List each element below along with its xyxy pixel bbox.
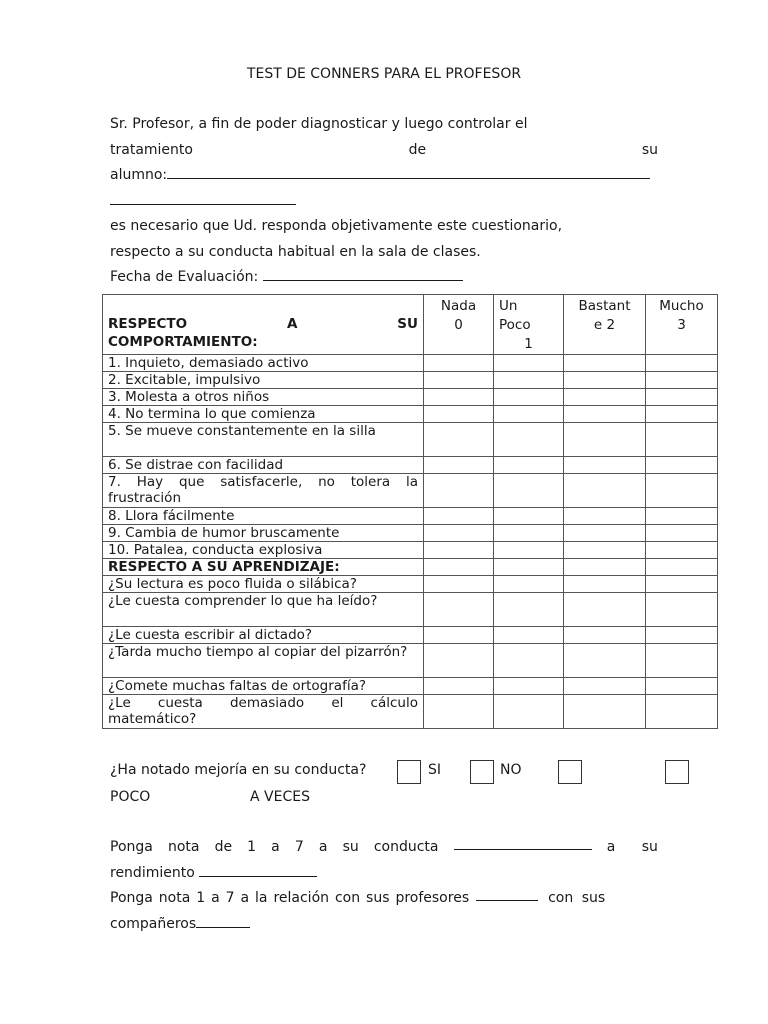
answer-cell[interactable] <box>646 355 718 372</box>
answer-cell[interactable] <box>494 576 564 593</box>
grades-word: a su <box>606 839 658 855</box>
question-row <box>103 355 718 372</box>
column-header-text: Bastant <box>578 298 631 314</box>
answer-cell[interactable] <box>564 695 646 729</box>
column-header-text: 1 <box>524 336 533 352</box>
header-word: SU <box>397 316 418 332</box>
column-header-bastante <box>564 295 646 355</box>
document-title: TEST DE CONNERS PARA EL PROFESOR <box>246 66 522 82</box>
answer-cell[interactable] <box>494 525 564 542</box>
intro-word: tratamiento <box>110 141 193 158</box>
grades-word: conducta <box>373 839 439 855</box>
question-row <box>103 627 718 644</box>
companeros-grade-field[interactable] <box>196 913 250 928</box>
answer-cell[interactable] <box>424 627 494 644</box>
answer-cell <box>564 559 646 576</box>
column-header-text: Un <box>499 298 518 314</box>
answer-cell[interactable] <box>424 457 494 474</box>
grades-word: de <box>214 839 233 855</box>
question-text: ¿Su lectura es poco fluida o silábica? <box>103 576 424 593</box>
column-header-nada <box>424 295 494 355</box>
grades-line-1 <box>110 835 658 861</box>
answer-cell[interactable] <box>564 525 646 542</box>
grades-word: su <box>342 839 359 855</box>
question-text: 4. No termina lo que comienza <box>103 406 424 423</box>
question-row <box>103 593 718 627</box>
student-name-line-2 <box>110 189 658 215</box>
answer-cell[interactable] <box>494 423 564 457</box>
answer-cell[interactable] <box>646 508 718 525</box>
intro-word: de <box>408 141 427 158</box>
answer-cell[interactable] <box>646 474 718 508</box>
answer-cell[interactable] <box>494 457 564 474</box>
grades-word: 1 <box>247 839 257 855</box>
header-word: A <box>286 316 298 332</box>
rendimiento-grade-field[interactable] <box>199 862 317 877</box>
column-header-text: Poco <box>499 317 531 333</box>
grades-word: nota <box>167 839 200 855</box>
student-name-line <box>110 163 658 189</box>
improvement-question: ¿Ha notado mejoría en su conducta? <box>110 762 367 778</box>
answer-cell[interactable] <box>646 389 718 406</box>
answer-cell[interactable] <box>564 627 646 644</box>
question-row <box>103 372 718 389</box>
answer-cell[interactable] <box>494 627 564 644</box>
checkbox-poco[interactable] <box>558 760 582 784</box>
conducta-grade-field[interactable] <box>454 835 592 850</box>
intro-line-4-text: es necesario que Ud. responda objetivamente este cuestionario, <box>110 218 563 234</box>
question-row <box>103 474 718 508</box>
question-text: ¿Le cuesta demasiado el cálculo matemático? <box>103 695 424 729</box>
intro-line-1 <box>110 112 658 138</box>
question-text: ¿Tarda mucho tiempo al copiar del pizarrón? <box>103 644 424 678</box>
question-text: 10. Patalea, conducta explosiva <box>103 542 424 559</box>
answer-cell[interactable] <box>424 474 494 508</box>
intro-word: su <box>641 141 658 158</box>
question-row <box>103 525 718 542</box>
header-word: RESPECTO <box>108 316 188 332</box>
intro-line-4 <box>110 214 658 240</box>
answer-cell[interactable] <box>646 525 718 542</box>
intro-paragraph <box>110 112 658 291</box>
answer-cell[interactable] <box>646 542 718 559</box>
grades-word: Ponga <box>110 839 153 855</box>
column-header-text: 3 <box>677 317 686 333</box>
question-text: 2. Excitable, impulsivo <box>103 372 424 389</box>
answer-cell[interactable] <box>494 678 564 695</box>
answer-cell[interactable] <box>564 644 646 678</box>
answer-cell[interactable] <box>646 627 718 644</box>
question-row <box>103 508 718 525</box>
answer-cell[interactable] <box>646 593 718 627</box>
grades-word: a <box>271 839 280 855</box>
answer-cell <box>494 559 564 576</box>
answer-cell[interactable] <box>424 406 494 423</box>
answer-cell[interactable] <box>424 389 494 406</box>
intro-line-2 <box>110 138 658 164</box>
question-text: 6. Se distrae con facilidad <box>103 457 424 474</box>
option-poco-label: POCO <box>110 789 151 805</box>
grades-line-2 <box>110 861 658 887</box>
answer-cell[interactable] <box>494 508 564 525</box>
answer-cell[interactable] <box>424 525 494 542</box>
column-header-text: Nada <box>440 298 477 314</box>
question-text: 1. Inquieto, demasiado activo <box>103 355 424 372</box>
student-label: alumno: <box>110 167 168 183</box>
answer-cell[interactable] <box>646 678 718 695</box>
answer-cell[interactable] <box>494 406 564 423</box>
behavior-rows <box>103 355 718 559</box>
answer-cell <box>424 559 494 576</box>
answer-cell[interactable] <box>494 644 564 678</box>
companeros-label-start: con sus <box>548 890 606 906</box>
answer-cell[interactable] <box>494 593 564 627</box>
answer-cell[interactable] <box>424 508 494 525</box>
answer-cell[interactable] <box>564 406 646 423</box>
question-row <box>103 423 718 457</box>
student-name-field-continued[interactable] <box>110 190 296 205</box>
grades-word: 7 <box>294 839 304 855</box>
checkbox-no[interactable] <box>470 760 494 784</box>
question-row <box>103 457 718 474</box>
header-row <box>103 295 718 355</box>
question-row <box>103 542 718 559</box>
question-row <box>103 695 718 729</box>
fecha-line <box>110 265 658 291</box>
question-row <box>103 576 718 593</box>
answer-cell[interactable] <box>646 576 718 593</box>
answer-cell[interactable] <box>424 372 494 389</box>
question-text: ¿Le cuesta escribir al dictado? <box>103 627 424 644</box>
intro-line-5 <box>110 240 658 266</box>
header-word: COMPORTAMIENTO: <box>108 334 258 350</box>
question-text: ¿Le cuesta comprender lo que ha leído? <box>103 593 424 627</box>
answer-cell[interactable] <box>494 542 564 559</box>
answer-cell[interactable] <box>646 372 718 389</box>
column-header-un-poco <box>494 295 564 355</box>
answer-cell[interactable] <box>424 576 494 593</box>
checkbox-a-veces[interactable] <box>665 760 689 784</box>
fecha-label: Fecha de Evaluación: <box>110 269 259 285</box>
section2-header: RESPECTO A SU APRENDIZAJE: <box>103 559 424 576</box>
answer-cell[interactable] <box>424 423 494 457</box>
column-header-text: e 2 <box>593 317 616 333</box>
answer-cell <box>646 559 718 576</box>
answer-cell[interactable] <box>494 355 564 372</box>
answer-cell[interactable] <box>646 423 718 457</box>
answer-cell[interactable] <box>424 542 494 559</box>
learning-rows <box>103 576 718 729</box>
question-text: 9. Cambia de humor bruscamente <box>103 525 424 542</box>
answer-cell[interactable] <box>564 474 646 508</box>
answer-cell[interactable] <box>564 508 646 525</box>
answer-cell[interactable] <box>564 372 646 389</box>
companeros-label: compañeros <box>110 915 197 932</box>
question-row <box>103 406 718 423</box>
section1-header <box>103 295 424 355</box>
rendimiento-label: rendimiento <box>110 864 195 881</box>
answer-cell[interactable] <box>424 355 494 372</box>
answer-cell[interactable] <box>564 457 646 474</box>
answer-cell[interactable] <box>564 389 646 406</box>
column-header-text: Mucho <box>659 298 704 314</box>
option-no-label: NO <box>500 762 522 778</box>
grades-line-4 <box>110 912 658 938</box>
answer-cell[interactable] <box>646 695 718 729</box>
answer-cell[interactable] <box>564 576 646 593</box>
profesores-label: Ponga nota 1 a 7 a la relación con sus profesores <box>110 890 470 906</box>
option-si-label: SI <box>428 762 442 778</box>
answer-cell[interactable] <box>494 389 564 406</box>
intro-line-5-text: respecto a su conducta habitual en la sala de clases. <box>110 243 481 260</box>
answer-cell[interactable] <box>646 644 718 678</box>
question-text: 8. Llora fácilmente <box>103 508 424 525</box>
option-a-veces-label: A VECES <box>250 789 310 805</box>
answer-cell[interactable] <box>424 678 494 695</box>
answer-cell[interactable] <box>564 355 646 372</box>
question-row <box>103 644 718 678</box>
answer-cell[interactable] <box>494 372 564 389</box>
intro-line-1-text: Sr. Profesor, a fin de poder diagnosticar y luego controlar el <box>110 116 528 132</box>
fecha-field[interactable] <box>263 266 463 281</box>
answer-cell[interactable] <box>564 593 646 627</box>
checkbox-si[interactable] <box>397 760 421 784</box>
question-text: 5. Se mueve constantemente en la silla <box>103 423 424 457</box>
answer-cell[interactable] <box>646 406 718 423</box>
column-header-mucho <box>646 295 718 355</box>
question-row <box>103 389 718 406</box>
answer-cell[interactable] <box>564 542 646 559</box>
answer-cell[interactable] <box>564 423 646 457</box>
question-text: 7. Hay que satisfacerle, no tolera la frustración <box>103 474 424 508</box>
grades-paragraph <box>110 835 658 937</box>
answer-cell[interactable] <box>424 593 494 627</box>
question-row <box>103 678 718 695</box>
answer-cell[interactable] <box>494 474 564 508</box>
question-text: 3. Molesta a otros niños <box>103 389 424 406</box>
column-header-text: 0 <box>454 317 463 333</box>
answer-cell[interactable] <box>424 695 494 729</box>
student-name-field[interactable] <box>167 164 650 179</box>
answer-cell[interactable] <box>564 678 646 695</box>
section2-header-row <box>103 559 718 576</box>
grades-line-3 <box>110 886 658 912</box>
profesores-grade-field[interactable] <box>476 886 538 901</box>
answer-cell[interactable] <box>424 644 494 678</box>
grades-word: a <box>318 839 328 855</box>
answer-cell[interactable] <box>494 695 564 729</box>
conners-questionnaire-table <box>102 294 718 729</box>
question-text: ¿Comete muchas faltas de ortografía? <box>103 678 424 695</box>
answer-cell[interactable] <box>646 457 718 474</box>
